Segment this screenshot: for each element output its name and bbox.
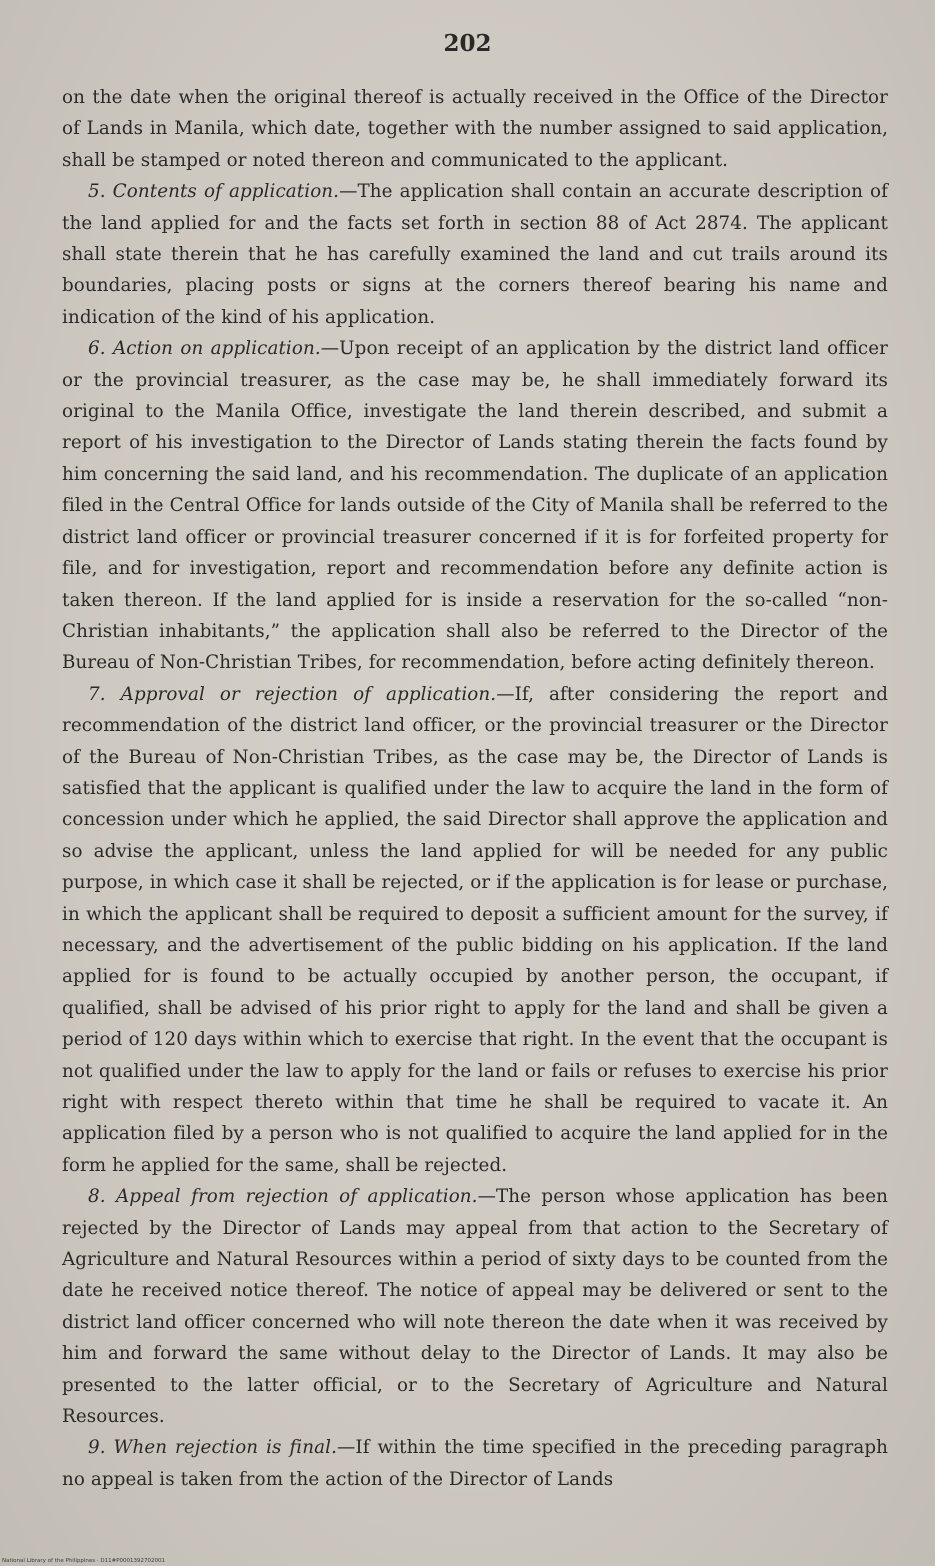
- paragraph-section-9: [62, 1432, 888, 1495]
- section-heading: 6. Action on application.: [88, 338, 321, 360]
- paragraph-section-5: [62, 176, 888, 333]
- paragraph-section-6: [62, 333, 888, 678]
- body-text: [62, 82, 888, 1495]
- paragraph-text: —If, after considering the report and recommendation of the district land officer, or the provincial treasurer or the Director of the Bureau of Non-Christian Tribes, as the case may be, the Director of Lands is satisfied that the applicant is qualified under the law to acquire the land in the form of concession under which he applied, the said Director shall approve the application and so advise the applicant, unless the land applied for will be needed for any public purpose, in which case it shall be rejected, or if the application is for lease or purchase, in which the applicant shall be required to deposit a sufficient amount for the survey, if necessary, and the advertisement of the public bidding on his application. If the land applied for is found to be actually occupied by another person, the occupant, if qualified, shall be advised of his prior right to apply for the land and shall be given a period of 120 days within which to exercise that right. In the event that the occupant is not qualified under the law to apply for the land or fails or refuses to exercise his prior right with respect thereto within that time he shall be required to vacate it. An application filed by a person who is not qualified to acquire the land applied for in the form he applied for the same, shall be rejected.: [62, 683, 888, 1176]
- paragraph-continuation: [62, 82, 888, 176]
- paragraph-text: —Upon receipt of an application by the district land officer or the provincial treasurer, as the case may be, he shall immediately forward its original to the Manila Office, investigate the land therein described, and submit a report of his investigation to the Director of Lands stating therein the facts found by him concerning the said land, and his recommendation. The duplicate of an application filed in the Central Office for lands outside of the City of Manila shall be referred to the district land officer or provincial treasurer concerned if it is for forfeited property for file, and for investigation, report and recommendation before any definite action is taken thereon. If the land applied for is inside a reservation for the so-called “non-Christian inhabitants,” the application shall also be referred to the Director of the Bureau of Non-Christian Tribes, for recommendation, before acting definitely thereon.: [62, 338, 888, 674]
- paragraph-text: —The application shall contain an accurate description of the land applied for and the facts set forth in section 88 of Act 2874. The applicant shall state therein that he has carefully examined the land and cut trails around its boundaries, placing posts or signs at the corners thereof bearing his name and indication of the kind of his application.: [62, 181, 888, 328]
- section-heading: 5. Contents of application.: [88, 181, 340, 203]
- paragraph-section-8: [62, 1181, 888, 1432]
- section-heading: 8. Appeal from rejection of application.: [88, 1186, 478, 1208]
- scan-footer: National Library of the Philippines · D11#P0001392702001: [2, 1558, 165, 1564]
- paragraph-text: —The person whose application has been rejected by the Director of Lands may appeal from that action to the Secretary of Agriculture and Natural Resources within a period of sixty days to be counted from the date he received notice thereof. The notice of appeal may be delivered or sent to the district land officer concerned who will note thereon the date when it was received by him and forward the same without delay to the Director of Lands. It may also be presented to the latter official, or to the Secretary of Agriculture and Natural Resources.: [62, 1186, 888, 1428]
- section-heading: 9. When rejection is final.: [88, 1437, 337, 1459]
- paragraph-section-7: [62, 679, 888, 1182]
- page-number: 202: [443, 30, 492, 57]
- paragraph-text: on the date when the original thereof is actually received in the Office of the Director of Lands in Manila, which date, together with the number assigned to said application, shall be stamped or noted thereon and communicated to the applicant.: [62, 87, 888, 171]
- paragraph-text: —If within the time specified in the preceding paragraph no appeal is taken from the action of the Director of Lands: [62, 1437, 888, 1490]
- section-heading: 7. Approval or rejection of application.: [88, 683, 497, 705]
